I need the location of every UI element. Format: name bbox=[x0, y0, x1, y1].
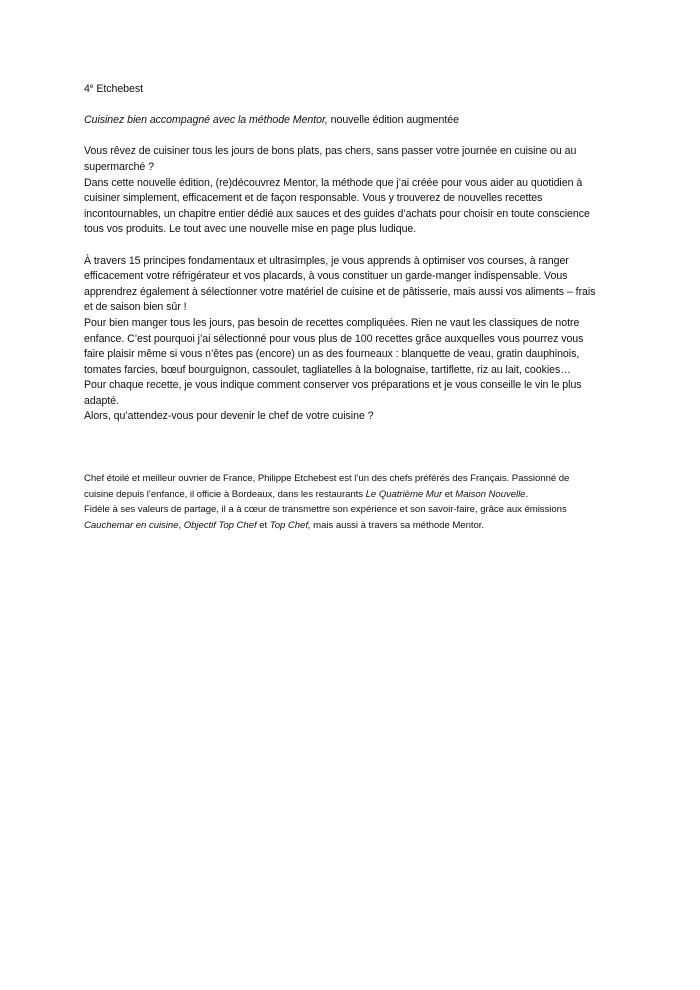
restaurant-name: Maison Nouvelle bbox=[455, 488, 526, 500]
text-line: Alors, qu’attendez-vous pour devenir le chef de votre cuisine ? bbox=[84, 410, 374, 423]
text-line: Vous rêvez de cuisiner tous les jours de bons plats, pas chers, sans passer votre journée en cuisine ou au bbox=[84, 145, 577, 158]
bio-text: mais aussi à travers sa méthode Mentor. bbox=[310, 519, 484, 531]
header-ordinal-suffix: e bbox=[89, 83, 94, 90]
text-line: Pour bien manger tous les jours, pas besoin de recettes compliquées. Rien ne vaut les classiques de notre bbox=[84, 316, 580, 329]
bio-text: cuisine depuis l’enfance, il officie à Bordeaux, dans les restaurants bbox=[84, 488, 366, 500]
book-subtitle: nouvelle édition augmentée bbox=[327, 114, 459, 127]
text-line: À travers 15 principes fondamentaux et ultrasimples, je vous apprends à optimiser vos courses, à ranger bbox=[84, 254, 569, 267]
page-header bbox=[84, 82, 624, 98]
text-line: Pour chaque recette, je vous indique comment conserver vos préparations et je vous conseille le vin le plus bbox=[84, 379, 582, 392]
text-line: faire plaisir même si vous n’êtes pas (encore) un as des fourneaux : blanquette de veau, gratin dauphinois, bbox=[84, 348, 580, 361]
tv-show-name: Cauchemar en cuisine bbox=[84, 519, 179, 531]
text-line: enfance. C’est pourquoi j’ai sélectionné pour vous plus de 100 recettes grâce auxquelles vous pourrez vous bbox=[84, 332, 584, 345]
tv-show-name: Objectif Top Chef bbox=[183, 519, 257, 531]
text-line: et de saison bien sûr ! bbox=[84, 301, 187, 314]
restaurant-name: Le Quatrième Mur bbox=[365, 488, 443, 500]
intro-paragraph bbox=[84, 144, 624, 238]
bio-text: et bbox=[256, 519, 270, 531]
document-body bbox=[84, 82, 624, 533]
text-line bbox=[84, 487, 624, 503]
text-line: tous vos produits. Le tout avec une nouvelle mise en page plus ludique. bbox=[84, 223, 417, 236]
author-bio bbox=[84, 471, 624, 533]
text-line: adapté. bbox=[84, 394, 119, 407]
text-line: Chef étoilé et meilleur ouvrier de France, Philippe Etchebest est l’un des chefs préférés des Français. Passionné de bbox=[84, 473, 570, 485]
tv-show-name: Top Chef, bbox=[269, 519, 311, 531]
bio-text: et bbox=[442, 488, 456, 500]
method-paragraph bbox=[84, 254, 624, 426]
text-line: cuisiner simplement, efficacement et de façon responsable. Vous y trouverez de nouvelles recettes bbox=[84, 192, 543, 205]
text-line: apprendrez également à sélectionner votre matériel de cuisine et de pâtisserie, mais aussi vos aliments – frais bbox=[84, 285, 596, 298]
book-title-italic: Cuisinez bien accompagné avec la méthode Mentor, bbox=[84, 114, 328, 127]
text-line: incontournables, un chapitre entier dédié aux sauces et des guides d’achats pour choisir en toute conscience bbox=[84, 207, 590, 220]
text-line: efficacement votre réfrigérateur et vos placards, à vous constituer un garde-manger indispensable. Vous bbox=[84, 270, 568, 283]
text-line bbox=[84, 518, 624, 534]
text-line: Fidèle à ses valeurs de partage, il a à cœur de transmettre son expérience et son savoir-faire, grâce aux émissions bbox=[84, 504, 567, 516]
text-line: Dans cette nouvelle édition, (re)découvrez Mentor, la méthode que j’ai créée pour vous aider au quotidien à bbox=[84, 176, 583, 189]
text-line: tomates farcies, bœuf bourguignon, cassoulet, tagliatelles à la bolognaise, tartiflette, riz au lait, cookies… bbox=[84, 363, 571, 376]
book-title bbox=[84, 113, 624, 129]
bio-text: , bbox=[178, 519, 184, 531]
text-line: supermarché ? bbox=[84, 160, 155, 173]
header-author: Etchebest bbox=[93, 83, 143, 95]
bio-text: . bbox=[525, 488, 529, 500]
header-number: 4 bbox=[84, 83, 90, 95]
